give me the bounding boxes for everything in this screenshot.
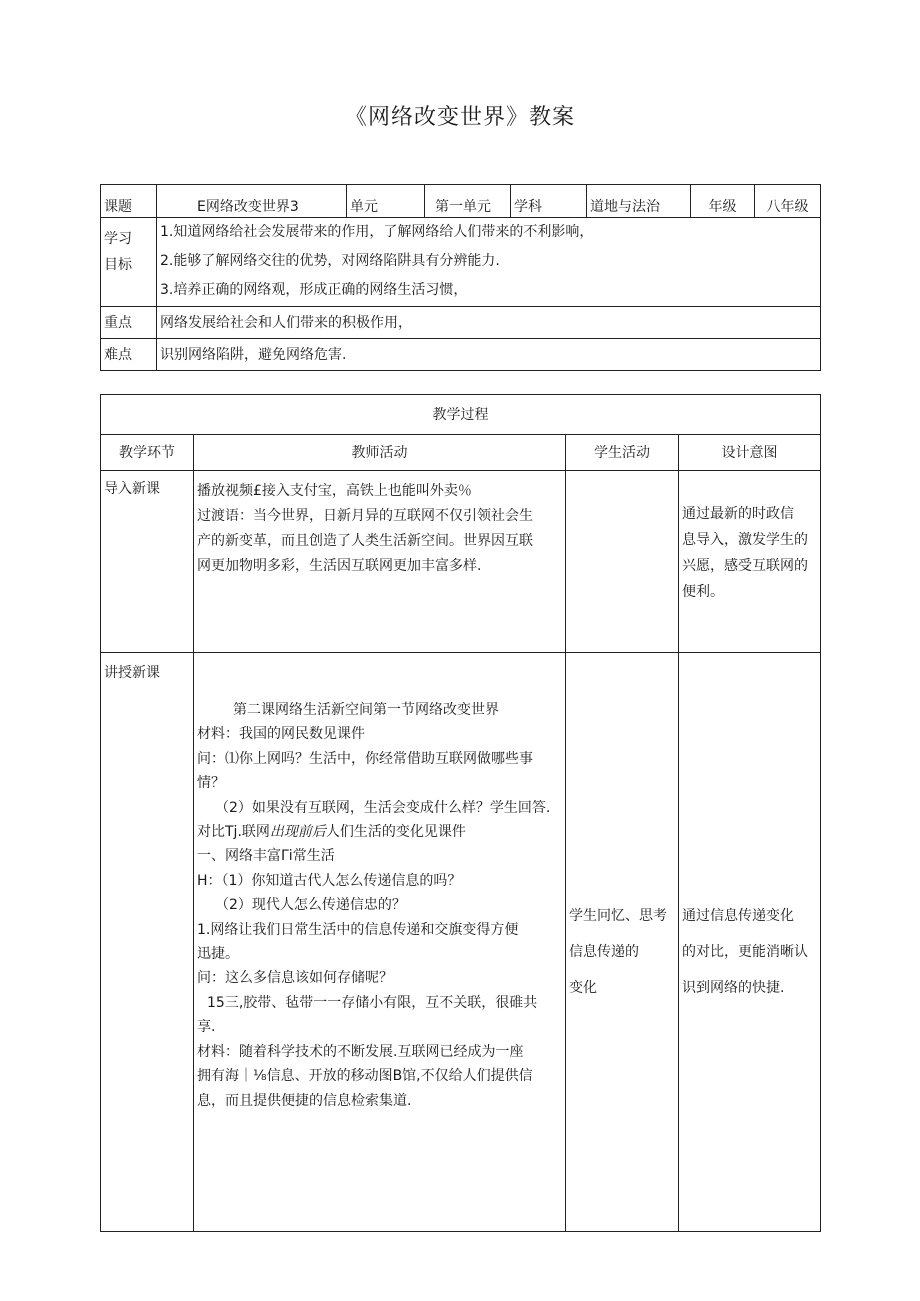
text-line: 问：⑴你上网吗？生活中，你经常借助互联网做哪些事 [197, 750, 533, 767]
text-line: 学生冋忆、思考 [569, 908, 667, 924]
text-line: 15三,胶带、毡带一一存储小有限，互不关联，很碓共 [207, 994, 538, 1011]
teacher-lecture [194, 653, 566, 1232]
text-line: 兴愿，感受互联网的 [682, 558, 808, 574]
goal-item: 3.培养正确的网络观，形成正确的网络生活习惯， [160, 282, 468, 298]
difficulty-label: 难点 [101, 339, 157, 371]
header-student: 学生活动 [566, 435, 679, 471]
text-line: 便利。 [682, 584, 724, 600]
text-line: （2）现代人怎么传递信忠的？ [215, 897, 406, 914]
lesson-heading: 第二课网络生活新空间第一节网络改变世界 [233, 702, 499, 718]
stage-lecture: 讲授新课 [101, 653, 194, 1232]
design-intro [679, 471, 821, 653]
text-line: 识到网络的快捷. [682, 980, 785, 996]
text-line: 网更加物明多彩，生活因互联网更加丰富多样. [197, 558, 482, 574]
goals-label-line-1: 学习 [104, 231, 132, 247]
text-line: 产的新变革，而且创造了人类生活新空间。世界因互联 [197, 533, 533, 549]
section-heading: 一、网络丰富Γi常生活 [197, 848, 335, 865]
grade-label: 年级 [691, 185, 755, 218]
teaching-process-table [100, 394, 821, 1232]
header-design: 设计意图 [679, 435, 821, 471]
document-title: 《网络改变世界》教案 [344, 105, 575, 130]
key-label: 重点 [101, 307, 157, 339]
stage-intro: 导入新课 [101, 471, 194, 653]
process-heading: 教学过程 [101, 395, 821, 435]
text-line: 享. [197, 1019, 216, 1036]
compare-italic: 出现前后 [269, 824, 326, 841]
text-line: 问：这么多信息该如何存储呢？ [197, 970, 393, 987]
design-lecture [679, 653, 821, 1232]
text-line: 息，而且提供便捷的信息检索集道. [197, 1092, 412, 1109]
header-stage: 教学环节 [101, 435, 194, 471]
text-line: 通过信息传递变化 [682, 908, 794, 924]
course-value: E网络改变世界3 [157, 185, 347, 218]
text-line: 1.网络让我们日常生活中的信息传递和交旗变得方便 [197, 921, 519, 938]
goal-item: 1.知道网络给社会发展带来的作用，了解网络给人们带来的不利影响， [160, 224, 594, 240]
grade-value: 八年级 [755, 185, 821, 218]
unit-value: 第一单元 [425, 185, 511, 218]
goals-label-line-2: 目标 [104, 257, 132, 273]
compare-line [197, 820, 562, 844]
text-line: 材料：随着科学技术的不断发展.互联网已经成为一座 [197, 1043, 524, 1060]
goal-item: 2.能够了解网络交往的优势，对网络陷阱具有分辨能力. [160, 253, 500, 269]
unit-label: 单元 [347, 185, 425, 218]
text-line: 材料：我国的网民数见课件 [197, 726, 365, 743]
header-teacher: 教师活动 [194, 435, 566, 471]
course-info-table [100, 184, 821, 371]
text-line: 情？ [197, 775, 225, 792]
text-line: 播放视频£接入支付宝，高铁上也能叫外卖％ [197, 483, 472, 499]
student-lecture [566, 653, 679, 1232]
text-line: 拥有海｜⅛信息、开放的移动图B馆,不仅给人们提供信 [197, 1068, 533, 1085]
course-label: 课题 [101, 185, 157, 218]
text-line: H：（1）你知道古代人怎么传递信息的吗？ [197, 872, 462, 889]
subject-value: 道地与法治 [587, 185, 691, 218]
text-line: 通过最新的时政信 [682, 506, 794, 522]
text-line: 息导入，激发学生的 [682, 532, 808, 548]
subject-label: 学科 [511, 185, 587, 218]
goals-cell [157, 218, 821, 307]
key-value: 网络发展给社会和人们带来的积极作用， [157, 307, 821, 339]
text-line: 迅捷。 [197, 946, 239, 963]
difficulty-value: 识别网络陷阱，避免网络危害. [157, 339, 821, 371]
text-line: （2）如果没有互联网，生活会变成什么样？学生回答. [215, 799, 551, 816]
student-intro [566, 471, 679, 653]
text-line: 过渡语：当今世界，日新月异的互联网不仅引领社会生 [197, 508, 533, 524]
text-line: 变化 [569, 980, 597, 996]
text-line: 信息传递的 [569, 944, 639, 960]
compare-suffix: 人们生活的变化见课件 [325, 824, 466, 841]
goals-label [101, 218, 157, 307]
text-line: 的对比，更能消晰认 [682, 944, 808, 960]
compare-prefix: 对比Tj.联网 [197, 824, 270, 841]
teacher-intro [194, 471, 566, 653]
